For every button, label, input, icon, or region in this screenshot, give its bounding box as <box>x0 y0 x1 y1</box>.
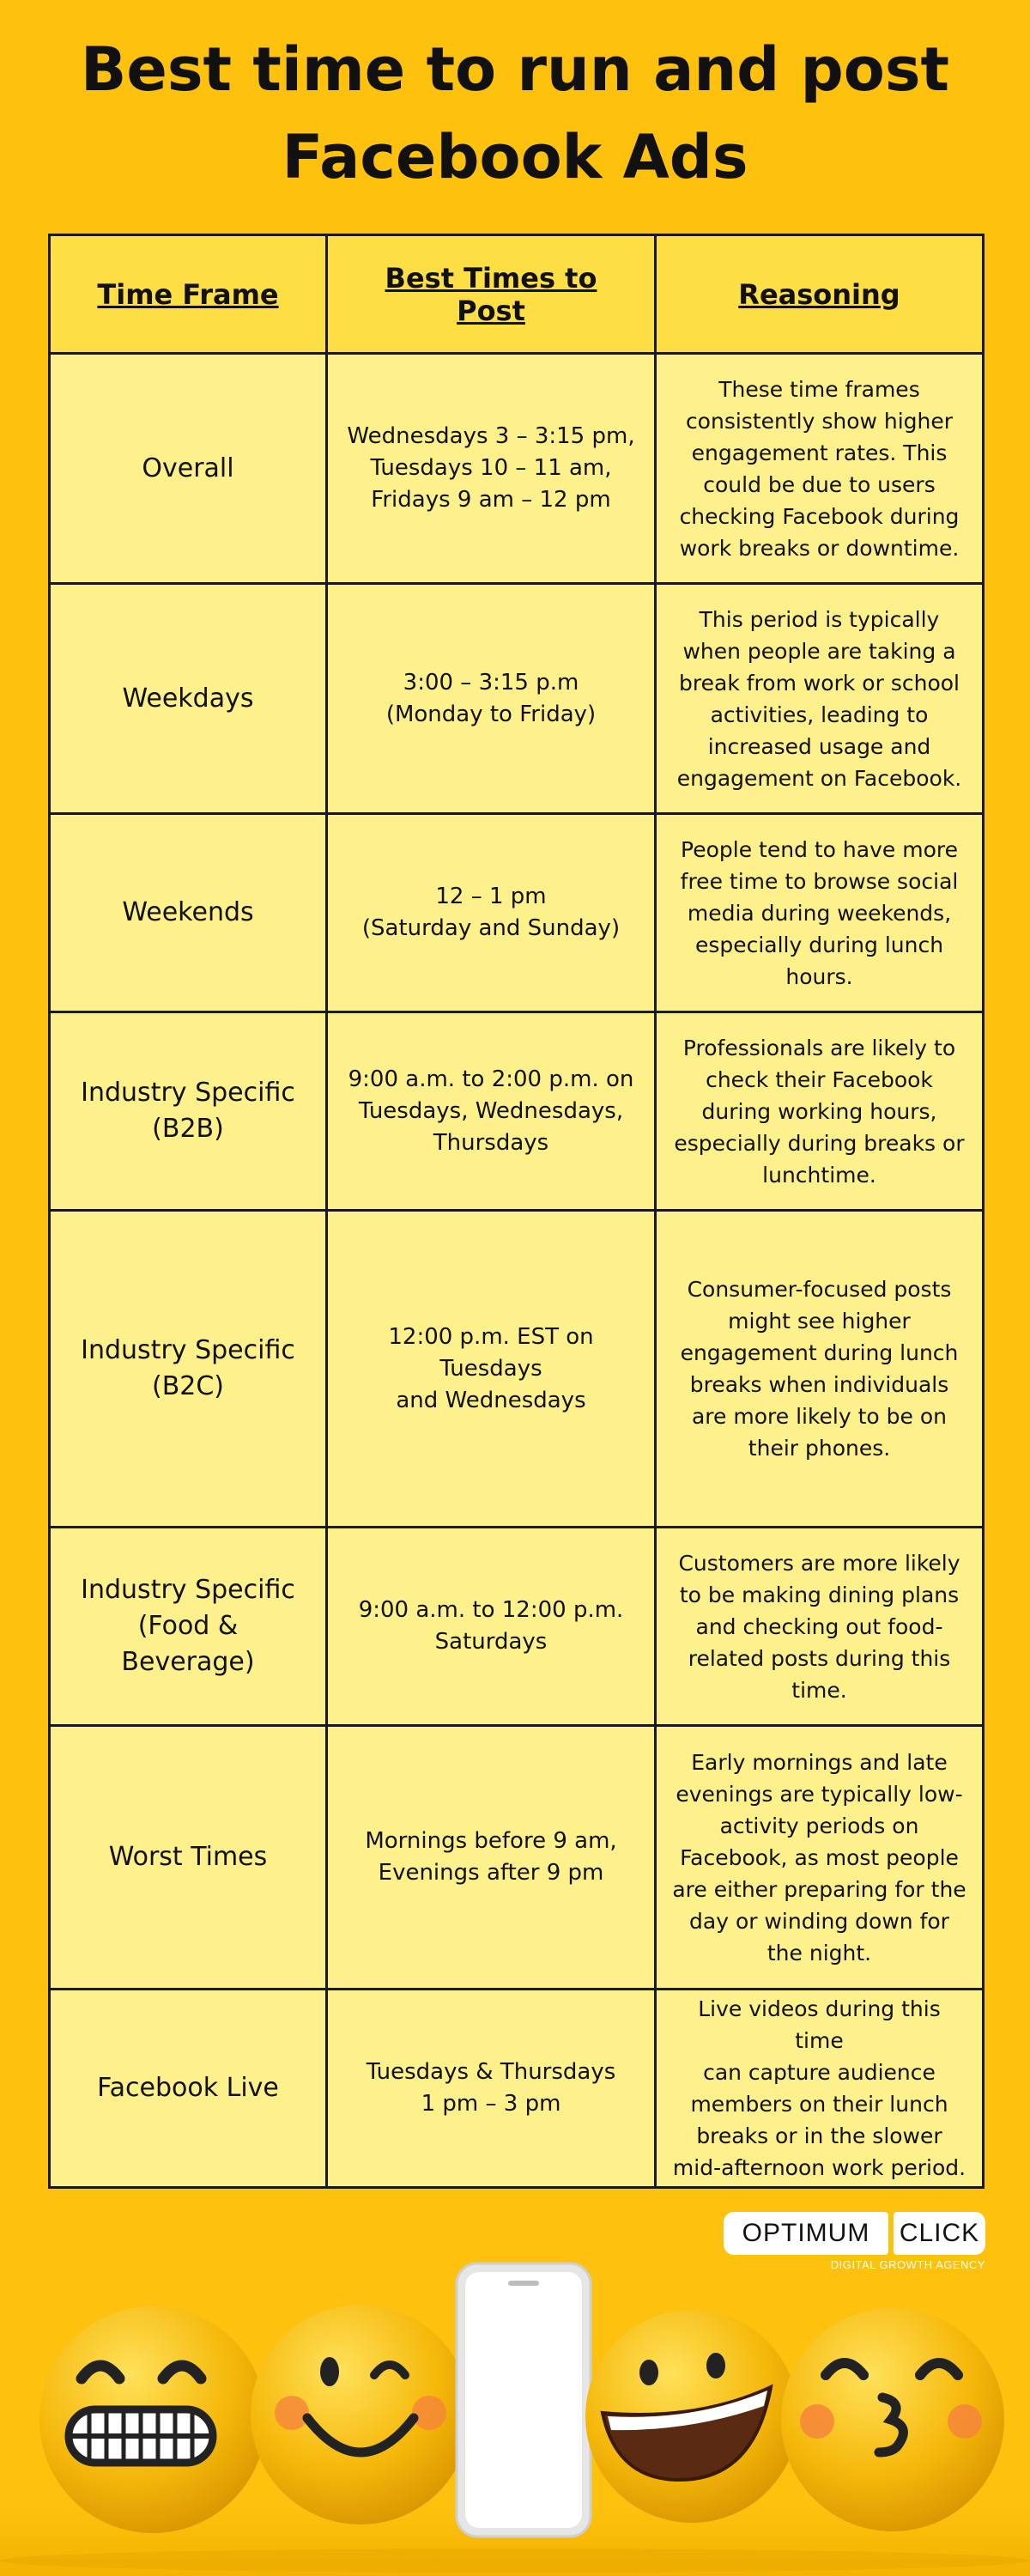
cell-line: engagement rates. This <box>691 440 948 465</box>
cell-line: Weekdays <box>122 683 254 714</box>
cell-reasoning <box>656 1012 984 1211</box>
cell-line: work breaks or downtime. <box>679 535 960 561</box>
cell-line: media during weekends, <box>687 900 952 926</box>
best-times-table <box>48 234 985 2189</box>
cell-line: Industry Specific <box>81 1078 295 1108</box>
grimacing-emoji-icon <box>39 2306 266 2533</box>
cell-time-frame <box>50 354 327 584</box>
cell-line: Tuesdays & Thursdays <box>366 2059 616 2085</box>
page-title <box>0 26 1030 201</box>
cell-line: Professionals are likely to <box>682 1035 956 1060</box>
cell-reasoning <box>656 584 984 814</box>
cell-line: evenings are typically low- <box>676 1781 963 1807</box>
cell-line: Consumer-focused posts <box>687 1277 952 1302</box>
table-row <box>50 1726 984 1990</box>
cell-line: free time to browse social <box>680 868 959 894</box>
cell-line: Evenings after 9 pm <box>378 1860 604 1886</box>
table-row <box>50 354 984 584</box>
cell-line: Worst Times <box>108 1842 268 1872</box>
cell-line: This period is typically <box>699 606 940 632</box>
cell-line: are either preparing for the <box>672 1876 966 1902</box>
cell-best-times <box>327 354 656 584</box>
emoji-illustration <box>0 2250 1030 2576</box>
cell-line: day or winding down for <box>689 1908 949 1934</box>
cell-line: activities, leading to <box>710 702 929 727</box>
cell-time-frame <box>50 1726 327 1990</box>
cell-best-times <box>327 1726 656 1990</box>
cell-line: members on their lunch <box>690 2092 948 2117</box>
cell-time-frame <box>50 1211 327 1528</box>
table-row <box>50 584 984 814</box>
cell-line: Fridays 9 am – 12 pm <box>371 487 611 513</box>
cell-best-times <box>327 1211 656 1528</box>
title-line-1: Best time to run and post <box>81 34 949 105</box>
cell-time-frame <box>50 1990 327 2188</box>
cell-line: and Wednesdays <box>396 1387 586 1413</box>
logo-click: CLICK <box>894 2212 985 2255</box>
cell-line: their phones. <box>748 1436 891 1461</box>
cell-line: Weekends <box>122 897 254 927</box>
cell-line: mid-afternoon work period. <box>672 2155 966 2180</box>
cell-time-frame <box>50 1528 327 1726</box>
title-line-2: Facebook Ads <box>282 122 748 192</box>
cell-line: during working hours, <box>701 1098 937 1124</box>
cell-line: 9:00 a.m. to 12:00 p.m. <box>358 1597 624 1623</box>
cell-line: to be making dining plans <box>679 1582 960 1607</box>
cell-line: (Saturday and Sunday) <box>361 915 621 941</box>
table-row <box>50 1012 984 1211</box>
cell-line: break from work or school <box>679 670 960 696</box>
cell-reasoning <box>656 354 984 584</box>
cell-reasoning <box>656 1990 984 2188</box>
cell-line: 3:00 – 3:15 p.m <box>403 669 579 696</box>
cell-line: 12:00 p.m. EST on Tuesdays <box>388 1323 594 1382</box>
cell-line: could be due to users <box>703 471 936 497</box>
cell-line: engagement during lunch <box>680 1340 959 1365</box>
cell-line: might see higher <box>728 1309 911 1334</box>
cell-reasoning <box>656 1528 984 1726</box>
cell-line: 9:00 a.m. to 2:00 p.m. on <box>348 1066 634 1092</box>
cell-reasoning <box>656 814 984 1012</box>
cell-time-frame <box>50 814 327 1012</box>
cell-best-times <box>327 1012 656 1211</box>
cell-best-times <box>327 1990 656 2188</box>
cell-line: time. <box>791 1677 847 1703</box>
cell-line: and checking out food- <box>695 1613 943 1639</box>
cell-line: Thursdays <box>433 1129 549 1156</box>
cell-line: Customers are more likely <box>678 1550 960 1576</box>
cell-reasoning <box>656 1211 984 1528</box>
cell-line: especially during lunch <box>694 932 944 957</box>
cell-line: when people are taking a <box>682 638 956 664</box>
cell-line: (Food & Beverage) <box>121 1611 255 1677</box>
table-header-row <box>50 235 984 354</box>
cell-line: Tuesdays 10 – 11 am, <box>370 455 612 481</box>
smartphone-icon <box>457 2263 591 2537</box>
cell-line: related posts during this <box>688 1645 951 1671</box>
cell-line: People tend to have more <box>681 836 958 862</box>
table-row <box>50 1990 984 2188</box>
cell-line: Facebook Live <box>97 2073 279 2103</box>
cell-line: are more likely to be on <box>691 1404 947 1429</box>
smiling-emoji-icon <box>251 2305 470 2524</box>
cell-best-times <box>327 584 656 814</box>
cell-line: activity periods on <box>719 1813 919 1838</box>
cell-line: Mornings before 9 am, <box>365 1828 617 1854</box>
table-row <box>50 814 984 1012</box>
cell-line: especially during breaks or <box>674 1130 965 1156</box>
cell-line: hours. <box>785 963 853 989</box>
header-reasoning: Reasoning <box>656 235 984 354</box>
cell-line: Live videos during this time <box>698 1996 941 2053</box>
cell-line: Facebook, as most people <box>680 1844 959 1870</box>
cell-line: 1 pm – 3 pm <box>421 2091 561 2117</box>
cell-line: Early mornings and late <box>691 1749 948 1775</box>
cell-time-frame <box>50 584 327 814</box>
cell-line: the night. <box>766 1940 872 1965</box>
kissing-emoji-icon <box>781 2308 1004 2531</box>
header-best-times: Best Times to Post <box>327 235 656 354</box>
cell-line: (Monday to Friday) <box>385 701 597 727</box>
cell-line: checking Facebook during <box>679 503 960 529</box>
cell-line: increased usage and <box>707 733 931 759</box>
cell-best-times <box>327 1528 656 1726</box>
cell-line: Wednesdays 3 – 3:15 pm, <box>347 423 635 449</box>
cell-line: (B2C) <box>151 1371 225 1401</box>
cell-line: (B2B) <box>152 1114 224 1144</box>
logo-tagline: DIGITAL GROWTH AGENCY <box>830 2258 985 2271</box>
logo-optimum: OPTIMUM <box>724 2212 888 2255</box>
cell-line: Tuesdays, Wednesdays, <box>358 1097 624 1124</box>
cell-line: breaks or in the slower <box>696 2123 942 2148</box>
cell-line: Saturdays <box>434 1629 548 1655</box>
table-row <box>50 1211 984 1528</box>
cell-best-times <box>327 814 656 1012</box>
cell-line: 12 – 1 pm <box>435 884 547 909</box>
cell-line: breaks when individuals <box>689 1372 949 1397</box>
cell-time-frame <box>50 1012 327 1211</box>
cell-line: engagement on Facebook. <box>676 765 962 791</box>
grinning-emoji-icon <box>585 2310 798 2523</box>
table-row <box>50 1528 984 1726</box>
cell-line: can capture audience <box>703 2060 936 2085</box>
cell-line: Industry Specific <box>81 1575 295 1605</box>
cell-line: consistently show higher <box>685 408 954 434</box>
cell-line: Overall <box>142 453 234 483</box>
cell-line: These time frames <box>718 376 920 402</box>
cell-line: lunchtime. <box>762 1162 876 1188</box>
cell-line: check their Facebook <box>706 1066 933 1092</box>
cell-line: Industry Specific <box>81 1335 295 1365</box>
header-time-frame: Time Frame <box>50 235 327 354</box>
cell-reasoning <box>656 1726 984 1990</box>
